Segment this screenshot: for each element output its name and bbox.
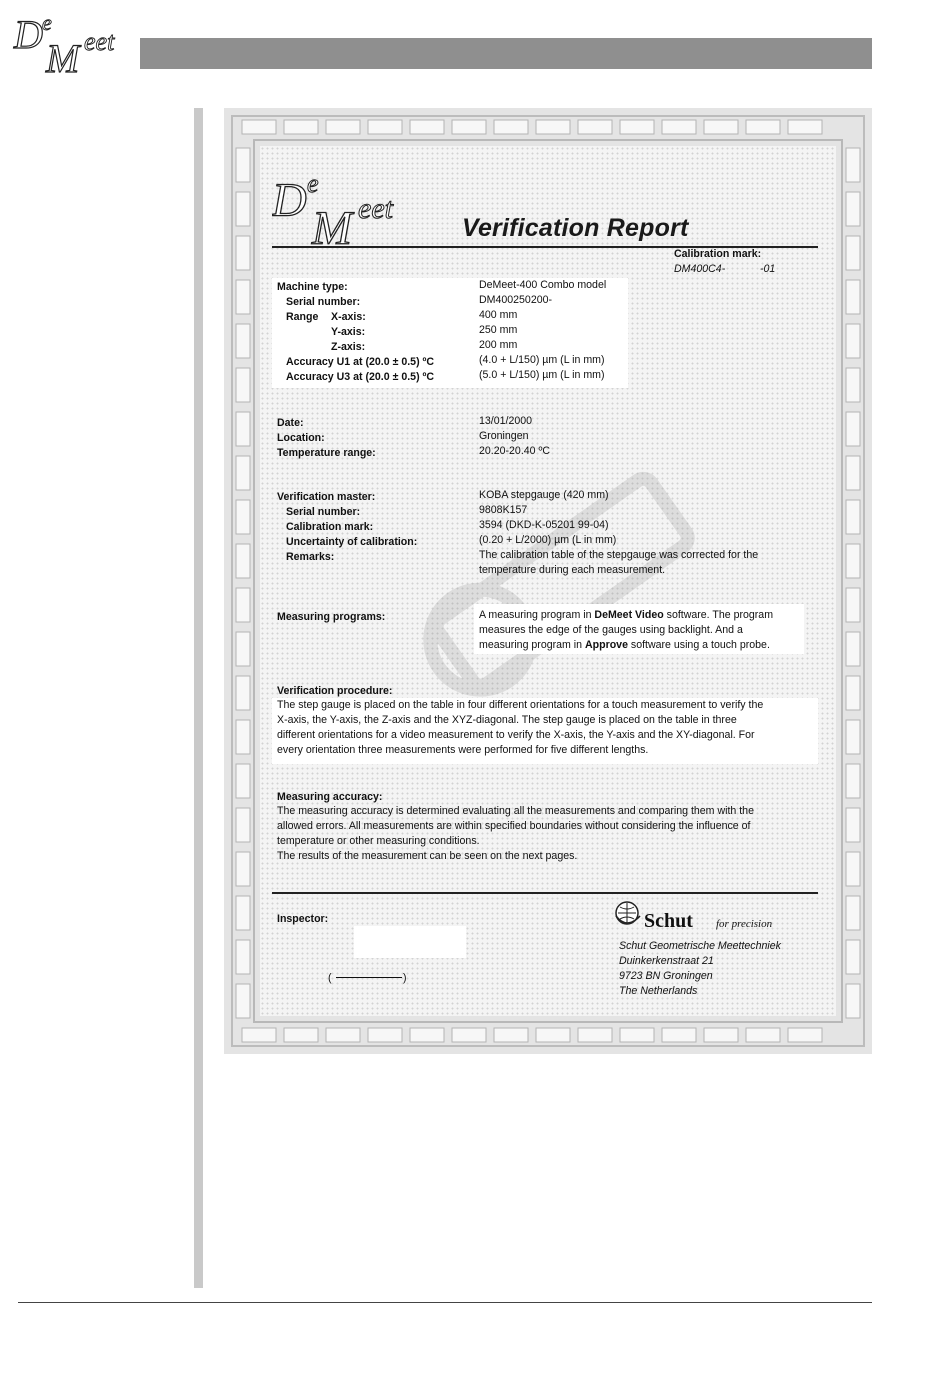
procedure-line-2: X-axis, the Y-axis, the Z-axis and the XYZ-diagonal. The step gauge is placed on the table in three bbox=[277, 714, 737, 726]
machine-type-value: DeMeet-400 Combo model bbox=[479, 279, 607, 291]
temperature-range-value: 20.20-20.40 ºC bbox=[479, 445, 551, 457]
svg-text:M: M bbox=[46, 36, 80, 76]
range-label: Range bbox=[286, 311, 319, 323]
master-serial-label: Serial number: bbox=[286, 506, 361, 518]
verification-master-value: KOBA stepgauge (420 mm) bbox=[479, 489, 609, 501]
schut-tagline: for precision bbox=[716, 918, 773, 930]
programs-line-2: measures the edge of the gauges using backlight. And a bbox=[479, 624, 743, 636]
programs-text: A measuring program in bbox=[479, 609, 595, 621]
master-calibration-mark-label: Calibration mark: bbox=[286, 521, 374, 533]
svg-text:e: e bbox=[307, 169, 319, 198]
certificate-demeet-logo bbox=[272, 168, 422, 246]
svg-text:D: D bbox=[14, 12, 43, 57]
footer-divider bbox=[272, 892, 818, 894]
calibration-mark-suffix: -01 bbox=[760, 263, 776, 275]
uncertainty-value: (0.20 + L/2000) µm (L in mm) bbox=[479, 534, 617, 546]
x-axis-label: X-axis: bbox=[331, 311, 366, 323]
remarks-line-2: temperature during each measurement. bbox=[479, 564, 666, 576]
y-axis-value: 250 mm bbox=[479, 324, 518, 336]
verification-procedure-label: Verification procedure: bbox=[277, 685, 393, 697]
temperature-range-label: Temperature range: bbox=[277, 447, 376, 459]
inspector-signature-box bbox=[354, 926, 466, 958]
master-calibration-mark-value: 3594 (DKD-K-05201 99-04) bbox=[479, 519, 609, 531]
z-axis-value: 200 mm bbox=[479, 339, 518, 351]
machine-serial-label: Serial number: bbox=[286, 296, 361, 308]
signature-line bbox=[336, 977, 402, 978]
procedure-line-4: every orientation three measurements were performed for five different lengths. bbox=[277, 744, 649, 756]
accuracy-u1-label: Accuracy U1 at (20.0 ± 0.5) ºC bbox=[286, 356, 435, 368]
date-label: Date: bbox=[277, 417, 304, 429]
accuracy-line-2: allowed errors. All measurements are within specified boundaries without considering the influence of bbox=[277, 820, 751, 832]
svg-text:D: D bbox=[272, 174, 307, 227]
accuracy-line-4: The results of the measurement can be seen on the next pages. bbox=[277, 850, 578, 862]
programs-text: software. The program bbox=[663, 609, 774, 621]
svg-text:eet: eet bbox=[358, 192, 393, 225]
verification-master-label: Verification master: bbox=[277, 491, 376, 503]
measuring-programs-label: Measuring programs: bbox=[277, 611, 386, 623]
svg-text:eet: eet bbox=[84, 27, 115, 56]
svg-text:e: e bbox=[42, 10, 52, 35]
procedure-line-1: The step gauge is placed on the table in four different orientations for a touch measurement to verify the bbox=[277, 699, 764, 711]
company-street: Duinkerkenstraat 21 bbox=[619, 955, 714, 967]
accuracy-u3-value: (5.0 + L/150) µm (L in mm) bbox=[479, 369, 605, 381]
page-footer-line bbox=[18, 1302, 872, 1303]
programs-line-3 bbox=[479, 639, 770, 652]
demeet-video-text: DeMeet Video bbox=[594, 609, 664, 621]
location-value: Groningen bbox=[479, 430, 529, 442]
approve-text: Approve bbox=[584, 639, 628, 651]
y-axis-label: Y-axis: bbox=[331, 326, 366, 338]
schut-globe-icon bbox=[614, 900, 644, 928]
schut-logo-text: Schut bbox=[644, 910, 693, 932]
programs-text: software using a touch probe. bbox=[627, 639, 770, 651]
programs-line-1 bbox=[479, 609, 773, 622]
accuracy-u3-label: Accuracy U3 at (20.0 ± 0.5) ºC bbox=[286, 371, 435, 383]
company-city: 9723 BN Groningen bbox=[619, 970, 713, 982]
machine-serial-value: DM400250200- bbox=[479, 294, 553, 306]
accuracy-line-1: The measuring accuracy is determined evaluating all the measurements and comparing them with the bbox=[277, 805, 754, 817]
svg-text:M: M bbox=[312, 202, 352, 246]
uncertainty-label: Uncertainty of calibration: bbox=[286, 536, 418, 548]
demeet-logo bbox=[12, 6, 142, 76]
remarks-label: Remarks: bbox=[286, 551, 335, 563]
accuracy-u1-value: (4.0 + L/150) µm (L in mm) bbox=[479, 354, 605, 366]
signature-paren-open: ( bbox=[328, 972, 332, 984]
x-axis-value: 400 mm bbox=[479, 309, 518, 321]
company-country: The Netherlands bbox=[619, 985, 698, 997]
calibration-mark-prefix: DM400C4- bbox=[674, 263, 726, 275]
report-title: Verification Report bbox=[462, 214, 689, 242]
signature-paren-close: ) bbox=[403, 972, 407, 984]
verification-certificate bbox=[224, 108, 872, 1054]
procedure-line-3: different orientations for a video measurement to verify the X-axis, the Y-axis and the XY-diagonal. For bbox=[277, 729, 755, 741]
location-label: Location: bbox=[277, 432, 325, 444]
z-axis-label: Z-axis: bbox=[331, 341, 366, 353]
programs-text: measuring program in bbox=[479, 639, 585, 651]
remarks-line-1: The calibration table of the stepgauge was corrected for the bbox=[479, 549, 759, 561]
measuring-accuracy-label: Measuring accuracy: bbox=[277, 791, 383, 803]
master-serial-value: 9808K157 bbox=[479, 504, 528, 516]
inspector-label: Inspector: bbox=[277, 913, 329, 925]
machine-type-label: Machine type: bbox=[277, 281, 348, 293]
accuracy-line-3: temperature or other measuring conditions. bbox=[277, 835, 480, 847]
left-margin-rule bbox=[194, 108, 203, 1288]
date-value: 13/01/2000 bbox=[479, 415, 533, 427]
calibration-mark-label: Calibration mark: bbox=[674, 248, 762, 260]
company-name: Schut Geometrische Meettechniek bbox=[619, 940, 781, 952]
header-bar bbox=[140, 38, 872, 69]
